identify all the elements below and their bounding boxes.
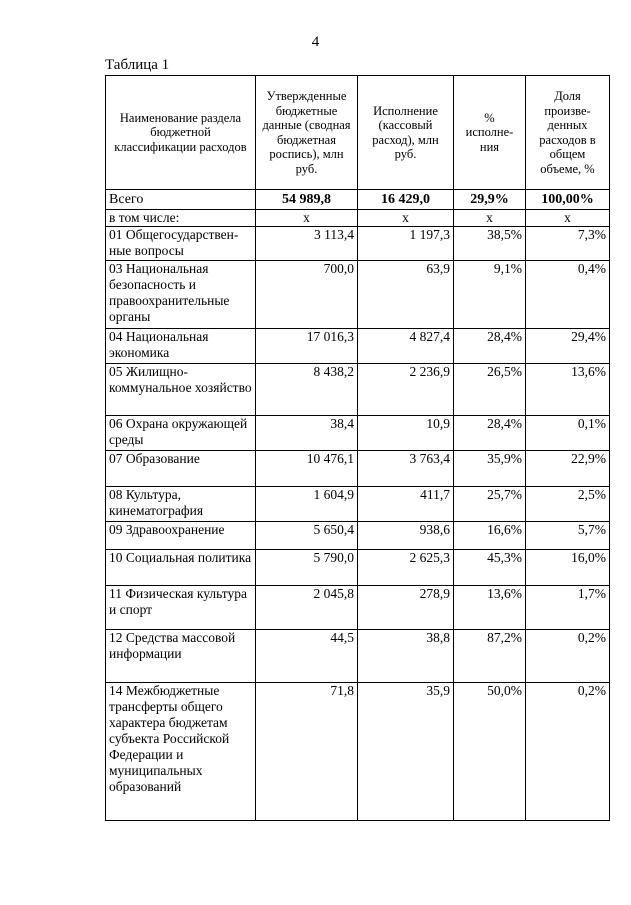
row-name: 04 Национальная экономика — [106, 329, 256, 364]
row-share: 29,4% — [526, 329, 610, 364]
row-approved: 5 790,0 — [256, 550, 358, 586]
including-mark: x — [256, 210, 358, 227]
row-percent: 87,2% — [454, 630, 526, 683]
row-execution: 278,9 — [358, 586, 454, 630]
row-percent: 26,5% — [454, 364, 526, 416]
row-share: 0,4% — [526, 261, 610, 329]
header-execution: Исполнение (кассовый расход), млн руб. — [358, 76, 454, 190]
total-row — [106, 190, 610, 210]
row-name: 14 Межбюджетные трансферты общего характера бюджетам субъекта Российской Федерации и муниципальных образований — [106, 683, 256, 821]
row-approved: 10 476,1 — [256, 451, 358, 487]
header-percent: % исполне-ния — [454, 76, 526, 190]
row-name: 06 Охрана окружающей среды — [106, 416, 256, 451]
row-percent: 13,6% — [454, 586, 526, 630]
table-row — [106, 451, 610, 487]
table-row — [106, 487, 610, 522]
budget-execution-table — [105, 75, 610, 821]
row-execution: 35,9 — [358, 683, 454, 821]
row-share: 0,2% — [526, 683, 610, 821]
row-approved: 1 604,9 — [256, 487, 358, 522]
row-approved: 700,0 — [256, 261, 358, 329]
row-approved: 5 650,4 — [256, 522, 358, 550]
row-execution: 63,9 — [358, 261, 454, 329]
including-mark: x — [358, 210, 454, 227]
row-percent: 45,3% — [454, 550, 526, 586]
row-execution: 2 236,9 — [358, 364, 454, 416]
row-approved: 44,5 — [256, 630, 358, 683]
total-percent: 29,9% — [454, 190, 526, 210]
row-name: 08 Культура, кинематография — [106, 487, 256, 522]
row-name: 11 Физическая культура и спорт — [106, 586, 256, 630]
row-percent: 28,4% — [454, 329, 526, 364]
row-execution: 4 827,4 — [358, 329, 454, 364]
row-approved: 17 016,3 — [256, 329, 358, 364]
row-name: 07 Образование — [106, 451, 256, 487]
row-execution: 2 625,3 — [358, 550, 454, 586]
including-row — [106, 210, 610, 227]
row-name: 05 Жилищно-коммунальное хозяйство — [106, 364, 256, 416]
header-approved: Утвержденные бюджетные данные (сводная бюджетная роспись), млн руб. — [256, 76, 358, 190]
row-execution: 411,7 — [358, 487, 454, 522]
table-row — [106, 683, 610, 821]
row-share: 0,1% — [526, 416, 610, 451]
row-share: 13,6% — [526, 364, 610, 416]
table-row — [106, 630, 610, 683]
row-name: 03 Национальная безопасность и правоохранительные органы — [106, 261, 256, 329]
row-execution: 938,6 — [358, 522, 454, 550]
header-name: Наименование раздела бюджетной классификации расходов — [106, 76, 256, 190]
row-share: 0,2% — [526, 630, 610, 683]
including-mark: x — [526, 210, 610, 227]
total-approved: 54 989,8 — [256, 190, 358, 210]
row-execution: 38,8 — [358, 630, 454, 683]
row-share: 7,3% — [526, 227, 610, 261]
table-row — [106, 329, 610, 364]
table-row — [106, 227, 610, 261]
total-label: Всего — [106, 190, 256, 210]
table-row — [106, 261, 610, 329]
row-share: 16,0% — [526, 550, 610, 586]
table-row — [106, 586, 610, 630]
table-caption: Таблица 1 — [105, 57, 170, 73]
row-share: 1,7% — [526, 586, 610, 630]
table-row — [106, 416, 610, 451]
row-percent: 9,1% — [454, 261, 526, 329]
row-approved: 2 045,8 — [256, 586, 358, 630]
row-share: 2,5% — [526, 487, 610, 522]
header-share: Доля произве-денных расходов в общем объеме, % — [526, 76, 610, 190]
row-percent: 16,6% — [454, 522, 526, 550]
table-row — [106, 550, 610, 586]
row-share: 22,9% — [526, 451, 610, 487]
total-execution: 16 429,0 — [358, 190, 454, 210]
row-approved: 71,8 — [256, 683, 358, 821]
row-approved: 38,4 — [256, 416, 358, 451]
row-execution: 3 763,4 — [358, 451, 454, 487]
including-mark: x — [454, 210, 526, 227]
table-row — [106, 522, 610, 550]
page-number: 4 — [311, 34, 320, 50]
row-name: 01 Общегосударствен-ные вопросы — [106, 227, 256, 261]
row-percent: 25,7% — [454, 487, 526, 522]
row-approved: 8 438,2 — [256, 364, 358, 416]
row-approved: 3 113,4 — [256, 227, 358, 261]
including-label: в том числе: — [106, 210, 256, 227]
row-name: 12 Средства массовой информации — [106, 630, 256, 683]
row-percent: 28,4% — [454, 416, 526, 451]
row-percent: 35,9% — [454, 451, 526, 487]
row-name: 10 Социальная политика — [106, 550, 256, 586]
row-percent: 50,0% — [454, 683, 526, 821]
row-name: 09 Здравоохранение — [106, 522, 256, 550]
table-row — [106, 364, 610, 416]
total-share: 100,00% — [526, 190, 610, 210]
row-share: 5,7% — [526, 522, 610, 550]
row-execution: 1 197,3 — [358, 227, 454, 261]
table-header-row — [106, 76, 610, 190]
row-execution: 10,9 — [358, 416, 454, 451]
row-percent: 38,5% — [454, 227, 526, 261]
